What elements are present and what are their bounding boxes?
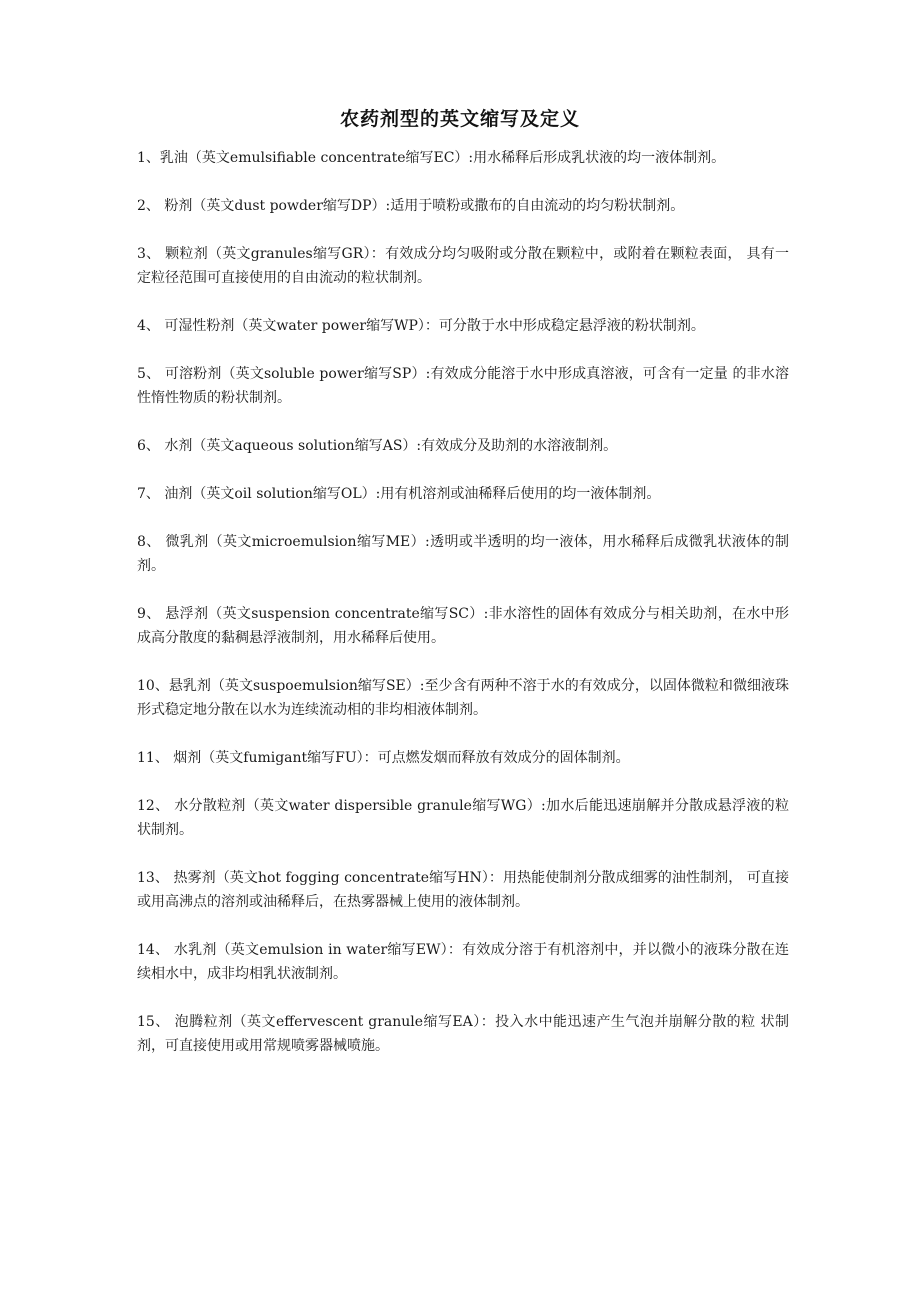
definition-item-sp: 5、 可溶粉剂（英文soluble power缩写SP）:有效成分能溶于水中形成真溶液，可含有一定量 的非水溶性惰性物质的粉状制剂。 xyxy=(137,366,789,406)
definition-item-ec: 1、乳油（英文emulsifiable concentrate缩写EC）:用水稀释后形成乳状液的均一液体制剂。 xyxy=(137,150,726,166)
definition-item-ea: 15、 泡腾粒剂（英文effervescent granule缩写EA）：投入水中能迅速产生气泡并崩解分散的粒 状制剂，可直接使用或用常规喷雾器械喷施。 xyxy=(137,1014,789,1054)
definition-item-me: 8、 微乳剂（英文microemulsion缩写ME）:透明或半透明的均一液体，用水稀释后成微乳状液体的制剂。 xyxy=(137,534,789,574)
definition-list xyxy=(137,146,789,1082)
definition-item-se: 10、悬乳剂（英文suspoemulsion缩写SE）:至少含有两种不溶于水的有效成分，以固体微粒和微细液珠形式稳定地分散在以水为连续流动相的非均相液体制剂。 xyxy=(137,678,789,718)
definition-item-ol: 7、 油剂（英文oil solution缩写OL）:用有机溶剂或油稀释后使用的均一液体制剂。 xyxy=(137,486,661,502)
definition-item-fu: 11、 烟剂（英文fumigant缩写FU）：可点燃发烟而释放有效成分的固体制剂。 xyxy=(137,750,630,766)
definition-item-wg: 12、 水分散粒剂（英文water dispersible granule缩写WG）:加水后能迅速崩解并分散成悬浮液的粒状制剂。 xyxy=(137,798,789,838)
definition-item-wp: 4、 可湿性粉剂（英文water power缩写WP）：可分散于水中形成稳定悬浮液的粉状制剂。 xyxy=(137,318,705,334)
definition-item-gr: 3、 颗粒剂（英文granules缩写GR）：有效成分均匀吸附或分散在颗粒中，或附着在颗粒表面， 具有一定粒径范围可直接使用的自由流动的粒状制剂。 xyxy=(137,246,789,286)
document-title: 农药剂型的英文缩写及定义 xyxy=(339,108,580,130)
definition-item-hn: 13、 热雾剂（英文hot fogging concentrate缩写HN）：用热能使制剂分散成细雾的油性制剂， 可直接或用高沸点的溶剂或油稀释后，在热雾器械上使用的液体制剂。 xyxy=(137,870,789,910)
definition-item-ew: 14、 水乳剂（英文emulsion in water缩写EW）：有效成分溶于有机溶剂中，并以微小的液珠分散在连续相水中，成非均相乳状液制剂。 xyxy=(137,942,789,982)
definition-item-dp: 2、 粉剂（英文dust powder缩写DP）:适用于喷粉或撒布的自由流动的均匀粉状制剂。 xyxy=(137,198,685,214)
definition-item-as: 6、 水剂（英文aqueous solution缩写AS）:有效成分及助剂的水溶液制剂。 xyxy=(137,438,618,454)
definition-item-sc: 9、 悬浮剂（英文suspension concentrate缩写SC）:非水溶性的固体有效成分与相关助剂，在水中形成高分散度的黏稠悬浮液制剂，用水稀释后使用。 xyxy=(137,606,789,646)
